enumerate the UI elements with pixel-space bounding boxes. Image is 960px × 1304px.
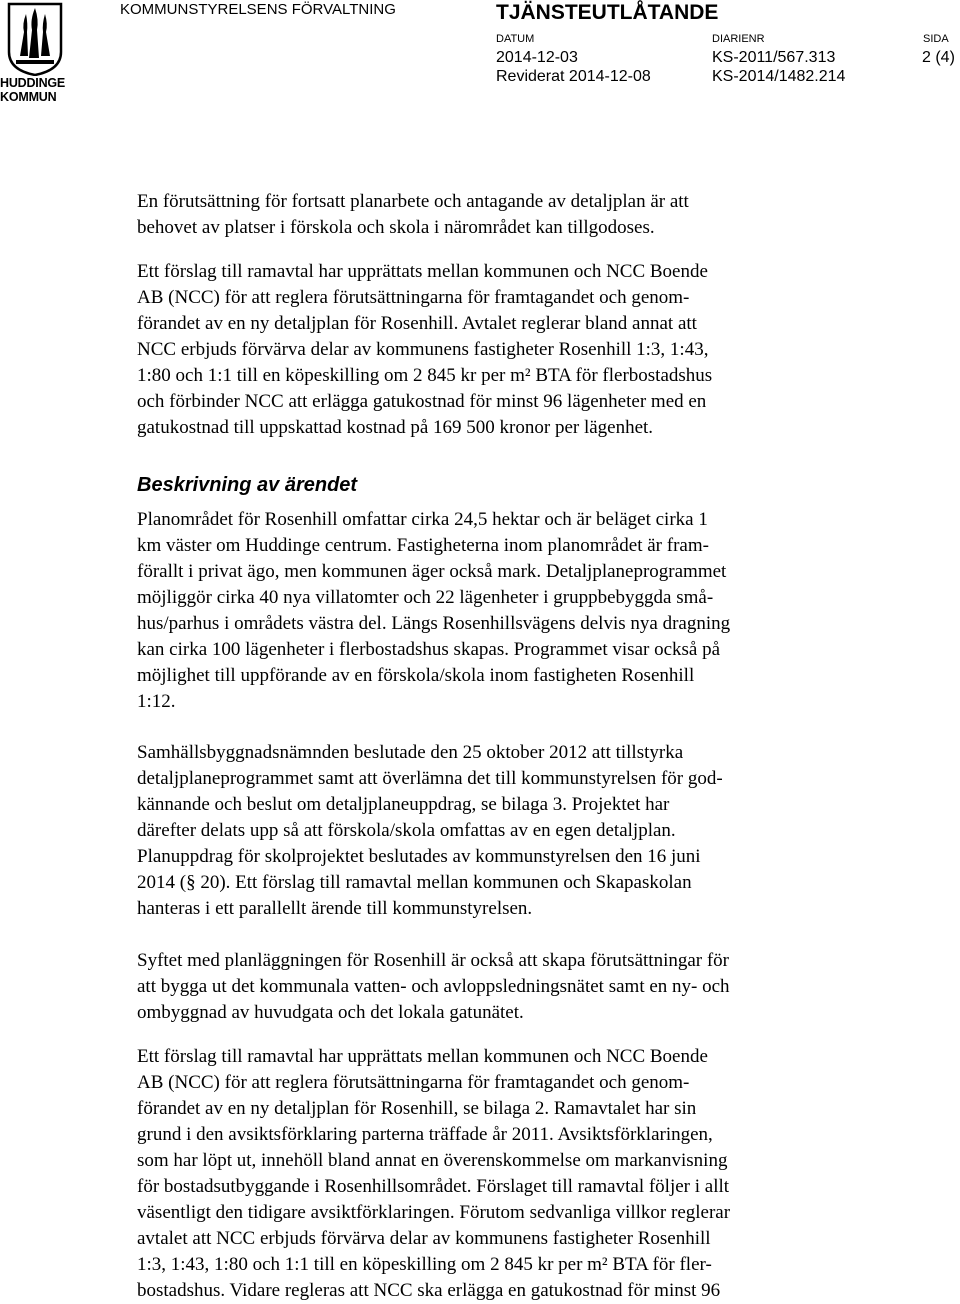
- text-line: Samhällsbyggnadsnämnden beslutade den 25 oktober 2012 att tillstyrka: [137, 742, 684, 763]
- text-line: kännande och beslut om detaljplaneuppdrag, se bilaga 3. Projektet har: [137, 794, 670, 815]
- paragraph-4: [137, 740, 857, 922]
- text-line: bostadshus. Vidare regleras att NCC ska erlägga en gatukostnad för minst 96: [137, 1280, 721, 1301]
- diarienr-value-1: KS-2011/567.313: [712, 49, 836, 66]
- text-line: hus/parhus i områdets västra del. Längs Rosenhillsvägens delvis nya dragning: [137, 613, 731, 634]
- reviderat-value: Reviderat 2014-12-08: [496, 68, 651, 85]
- text-line: som har löpt ut, innehöll bland annat en överenskommelse om markanvisning: [137, 1150, 728, 1171]
- sida-label: SIDA: [923, 33, 949, 45]
- text-line: AB (NCC) för att reglera förutsättningarna för framtagandet och genom-: [137, 1072, 690, 1093]
- text-line: gatukostnad till uppskattad kostnad på 169 500 kronor per lägenhet.: [137, 417, 654, 438]
- text-line: grund i den avsiktsförklaring parterna träffade år 2011. Avsiktsförklaringen,: [137, 1124, 713, 1145]
- text-line: förallt i privat ägo, men kommunen äger också mark. Detaljplaneprogrammet: [137, 561, 727, 582]
- text-line: möjliggör cirka 40 nya villatomter och 22 lägenheter i gruppbebyggda små-: [137, 587, 714, 608]
- text-line: Ett förslag till ramavtal har upprättats mellan kommunen och NCC Boende: [137, 1046, 708, 1067]
- text-line: ombyggnad av huvudgata och det lokala gatunätet.: [137, 1002, 524, 1023]
- paragraph-2: [137, 259, 857, 441]
- text-line: Ett förslag till ramavtal har upprättats mellan kommunen och NCC Boende: [137, 261, 708, 282]
- text-line: förandet av en ny detaljplan för Rosenhill, se bilaga 2. Ramavtalet har sin: [137, 1098, 697, 1119]
- text-line: Planuppdrag för skolprojektet beslutades av kommunstyrelsen den 16 juni: [137, 846, 701, 867]
- text-line: kan cirka 100 lägenheter i flerbostadshus skapas. Programmet visar också på: [137, 639, 721, 660]
- datum-value: 2014-12-03: [496, 49, 578, 66]
- text-line: NCC erbjuds förvärva delar av kommunens fastigheter Rosenhill 1:3, 1:43,: [137, 339, 709, 360]
- diarienr-value-2: KS-2014/1482.214: [712, 68, 846, 85]
- huddinge-logo: [0, 0, 70, 106]
- paragraph-3: [137, 507, 857, 715]
- logo-line1: HUDDINGE: [0, 76, 66, 90]
- text-line: Planområdet för Rosenhill omfattar cirka 24,5 hektar och är beläget cirka 1: [137, 509, 708, 530]
- text-line: detaljplaneprogrammet samt att överlämna det till kommunstyrelsen för god-: [137, 768, 723, 789]
- text-line: behovet av platser i förskola och skola i närområdet kan tillgodoses.: [137, 217, 655, 238]
- text-line: att bygga ut det kommunala vatten- och avloppsledningsnätet samt en ny- och: [137, 976, 730, 997]
- text-line: för bostadsutbyggande i Rosenhillsområdet. Förslaget till ramavtal följer i allt: [137, 1176, 730, 1197]
- datum-label: DATUM: [496, 33, 535, 45]
- text-line: AB (NCC) för att reglera förutsättningarna för framtagandet och genom-: [137, 287, 690, 308]
- logo-line2: KOMMUN: [0, 90, 57, 104]
- diarienr-label: DIARIENR: [712, 33, 765, 45]
- text-line: förandet av en ny detaljplan för Rosenhill. Avtalet reglerar bland annat att: [137, 313, 697, 334]
- paragraph-1: [137, 189, 857, 241]
- text-line: En förutsättning för fortsatt planarbete och antagande av detaljplan är att: [137, 191, 689, 212]
- text-line: möjlighet till uppförande av en förskola/skola inom fastigheten Rosenhill: [137, 665, 695, 686]
- text-line: 1:12.: [137, 691, 176, 712]
- text-line: därefter delats upp så att förskola/skola omfattas av en egen detaljplan.: [137, 820, 676, 841]
- text-line: hanteras i ett parallellt ärende till kommunstyrelsen.: [137, 898, 533, 919]
- text-line: Syftet med planläggningen för Rosenhill är också att skapa förutsättningar för: [137, 950, 730, 971]
- text-line: 1:3, 1:43, 1:80 och 1:1 till en köpeskilling om 2 845 kr per m² BTA för fler-: [137, 1254, 712, 1275]
- paragraph-6: [137, 1044, 857, 1304]
- text-line: km väster om Huddinge centrum. Fastigheterna inom planområdet är fram-: [137, 535, 709, 556]
- org-name: KOMMUNSTYRELSENS FÖRVALTNING: [120, 1, 396, 18]
- text-line: avtalet att NCC erbjuds förvärva delar av kommunens fastigheter Rosenhill: [137, 1228, 711, 1249]
- section-heading: Beskrivning av ärendet: [137, 474, 358, 496]
- sida-value: 2 (4): [922, 49, 955, 66]
- text-line: väsentligt den tidigare avsiktförklaringen. Förutom sedvanliga villkor reglerar: [137, 1202, 731, 1223]
- flame-crest-icon: [6, 2, 64, 76]
- doc-type: TJÄNSTEUTLÅTANDE: [496, 1, 719, 24]
- text-line: 1:80 och 1:1 till en köpeskilling om 2 845 kr per m² BTA för flerbostadshus: [137, 365, 713, 386]
- text-line: 2014 (§ 20). Ett förslag till ramavtal mellan kommunen och Skapaskolan: [137, 872, 692, 893]
- paragraph-5: [137, 948, 857, 1026]
- text-line: och förbinder NCC att erlägga gatukostnad för minst 96 lägenheter med en: [137, 391, 707, 412]
